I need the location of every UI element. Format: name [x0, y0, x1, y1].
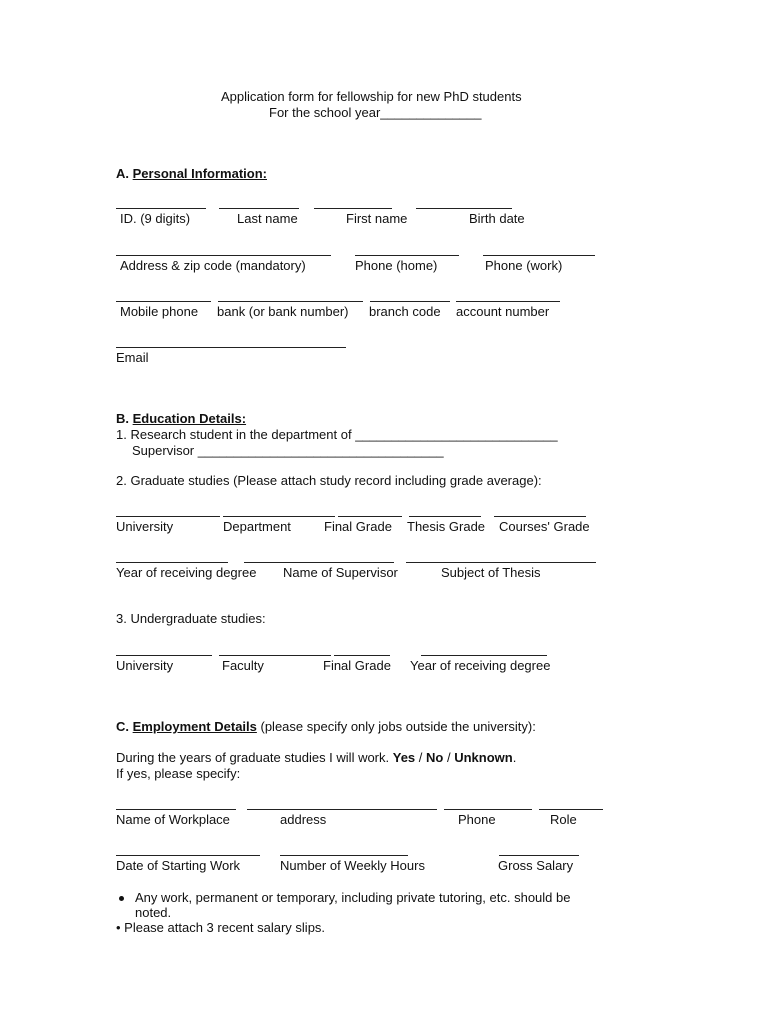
birth-date-field-line[interactable] — [416, 208, 512, 209]
grad-university-field-line[interactable] — [116, 516, 220, 517]
birth-date-label: Birth date — [469, 211, 525, 226]
section-a-heading — [116, 166, 267, 181]
id-field-line[interactable] — [116, 208, 206, 209]
section-b-prefix: B. — [116, 411, 133, 426]
if-yes-specify: If yes, please specify: — [116, 766, 241, 781]
phone-home-label: Phone (home) — [355, 258, 438, 273]
ug-university-field-line[interactable] — [116, 655, 212, 656]
school-year-line: For the school year______________ — [269, 105, 482, 120]
section-c-title: Employment Details — [132, 719, 257, 734]
bullet-dot-icon — [119, 896, 124, 901]
start-date-label: Date of Starting Work — [116, 858, 241, 873]
first-name-field-line[interactable] — [314, 208, 392, 209]
ug-faculty-field-line[interactable] — [219, 655, 331, 656]
grad-courses-grade-label: Courses' Grade — [499, 519, 590, 534]
graduate-studies-intro: 2. Graduate studies (Please attach study record including grade average): — [116, 473, 542, 488]
ug-year-field-line[interactable] — [421, 655, 547, 656]
ug-final-grade-field-line[interactable] — [334, 655, 390, 656]
grad-department-field-line[interactable] — [223, 516, 335, 517]
account-number-label: account number — [456, 304, 550, 319]
grad-university-label: University — [116, 519, 174, 534]
gross-salary-field-line[interactable] — [499, 855, 579, 856]
address-field-line[interactable] — [116, 255, 331, 256]
work-address-label: address — [280, 812, 327, 827]
grad-supervisor-label: Name of Supervisor — [283, 565, 398, 580]
option-unknown[interactable]: Unknown — [454, 750, 513, 765]
option-sep-1: / — [415, 750, 427, 765]
work-intent-period: . — [512, 750, 517, 765]
address-label: Address & zip code (mandatory) — [120, 258, 306, 273]
grad-final-grade-label: Final Grade — [324, 519, 392, 534]
bank-field-line[interactable] — [218, 301, 363, 302]
work-note-line-2: noted. — [135, 905, 172, 920]
section-c-prefix: C. — [116, 719, 133, 734]
option-no[interactable]: No — [426, 750, 444, 765]
ug-year-label: Year of receiving degree — [410, 658, 551, 673]
first-name-label: First name — [346, 211, 408, 226]
ug-university-label: University — [116, 658, 174, 673]
section-c-note: (please specify only jobs outside the university): — [256, 719, 536, 734]
phone-work-label: Phone (work) — [485, 258, 563, 273]
section-b-heading — [116, 411, 246, 426]
grad-thesis-subject-field-line[interactable] — [406, 562, 596, 563]
form-title: Application form for fellowship for new PhD students — [221, 89, 522, 104]
grad-thesis-grade-label: Thesis Grade — [407, 519, 486, 534]
research-department-line[interactable]: 1. Research student in the department of ____________________________ — [116, 427, 558, 442]
bank-label: bank (or bank number) — [217, 304, 349, 319]
workplace-label: Name of Workplace — [116, 812, 230, 827]
phone-work-field-line[interactable] — [483, 255, 595, 256]
supervisor-line[interactable]: Supervisor __________________________________ — [132, 443, 444, 458]
grad-courses-grade-field-line[interactable] — [494, 516, 586, 517]
work-note-line-1: Any work, permanent or temporary, including private tutoring, etc. should be — [135, 890, 571, 905]
option-sep-2: / — [443, 750, 455, 765]
email-label: Email — [116, 350, 149, 365]
gross-salary-label: Gross Salary — [498, 858, 574, 873]
branch-code-label: branch code — [369, 304, 441, 319]
mobile-phone-field-line[interactable] — [116, 301, 211, 302]
workplace-field-line[interactable] — [116, 809, 236, 810]
work-role-label: Role — [550, 812, 577, 827]
salary-slips-note: • Please attach 3 recent salary slips. — [116, 920, 326, 935]
weekly-hours-label: Number of Weekly Hours — [280, 858, 425, 873]
option-yes[interactable]: Yes — [392, 750, 416, 765]
work-address-field-line[interactable] — [247, 809, 437, 810]
section-c-heading — [116, 719, 536, 734]
grad-year-field-line[interactable] — [116, 562, 228, 563]
section-a-title: Personal Information: — [132, 166, 267, 181]
mobile-phone-label: Mobile phone — [120, 304, 199, 319]
weekly-hours-field-line[interactable] — [280, 855, 408, 856]
start-date-field-line[interactable] — [116, 855, 260, 856]
work-phone-field-line[interactable] — [444, 809, 532, 810]
ug-final-grade-label: Final Grade — [323, 658, 391, 673]
email-field-line[interactable] — [116, 347, 346, 348]
section-a-prefix: A. — [116, 166, 133, 181]
grad-department-label: Department — [223, 519, 291, 534]
account-number-field-line[interactable] — [456, 301, 560, 302]
branch-code-field-line[interactable] — [370, 301, 450, 302]
grad-year-label: Year of receiving degree — [116, 565, 257, 580]
phone-home-field-line[interactable] — [355, 255, 459, 256]
work-intent-line — [116, 750, 516, 765]
id-label: ID. (9 digits) — [120, 211, 191, 226]
last-name-label: Last name — [237, 211, 298, 226]
grad-thesis-grade-field-line[interactable] — [409, 516, 481, 517]
undergraduate-studies-intro: 3. Undergraduate studies: — [116, 611, 266, 626]
work-role-field-line[interactable] — [539, 809, 603, 810]
grad-final-grade-field-line[interactable] — [338, 516, 402, 517]
grad-thesis-subject-label: Subject of Thesis — [441, 565, 541, 580]
ug-faculty-label: Faculty — [222, 658, 264, 673]
last-name-field-line[interactable] — [219, 208, 299, 209]
work-intent-text: During the years of graduate studies I will work. — [116, 750, 393, 765]
work-phone-label: Phone — [458, 812, 496, 827]
grad-supervisor-field-line[interactable] — [244, 562, 394, 563]
section-b-title: Education Details: — [132, 411, 247, 426]
